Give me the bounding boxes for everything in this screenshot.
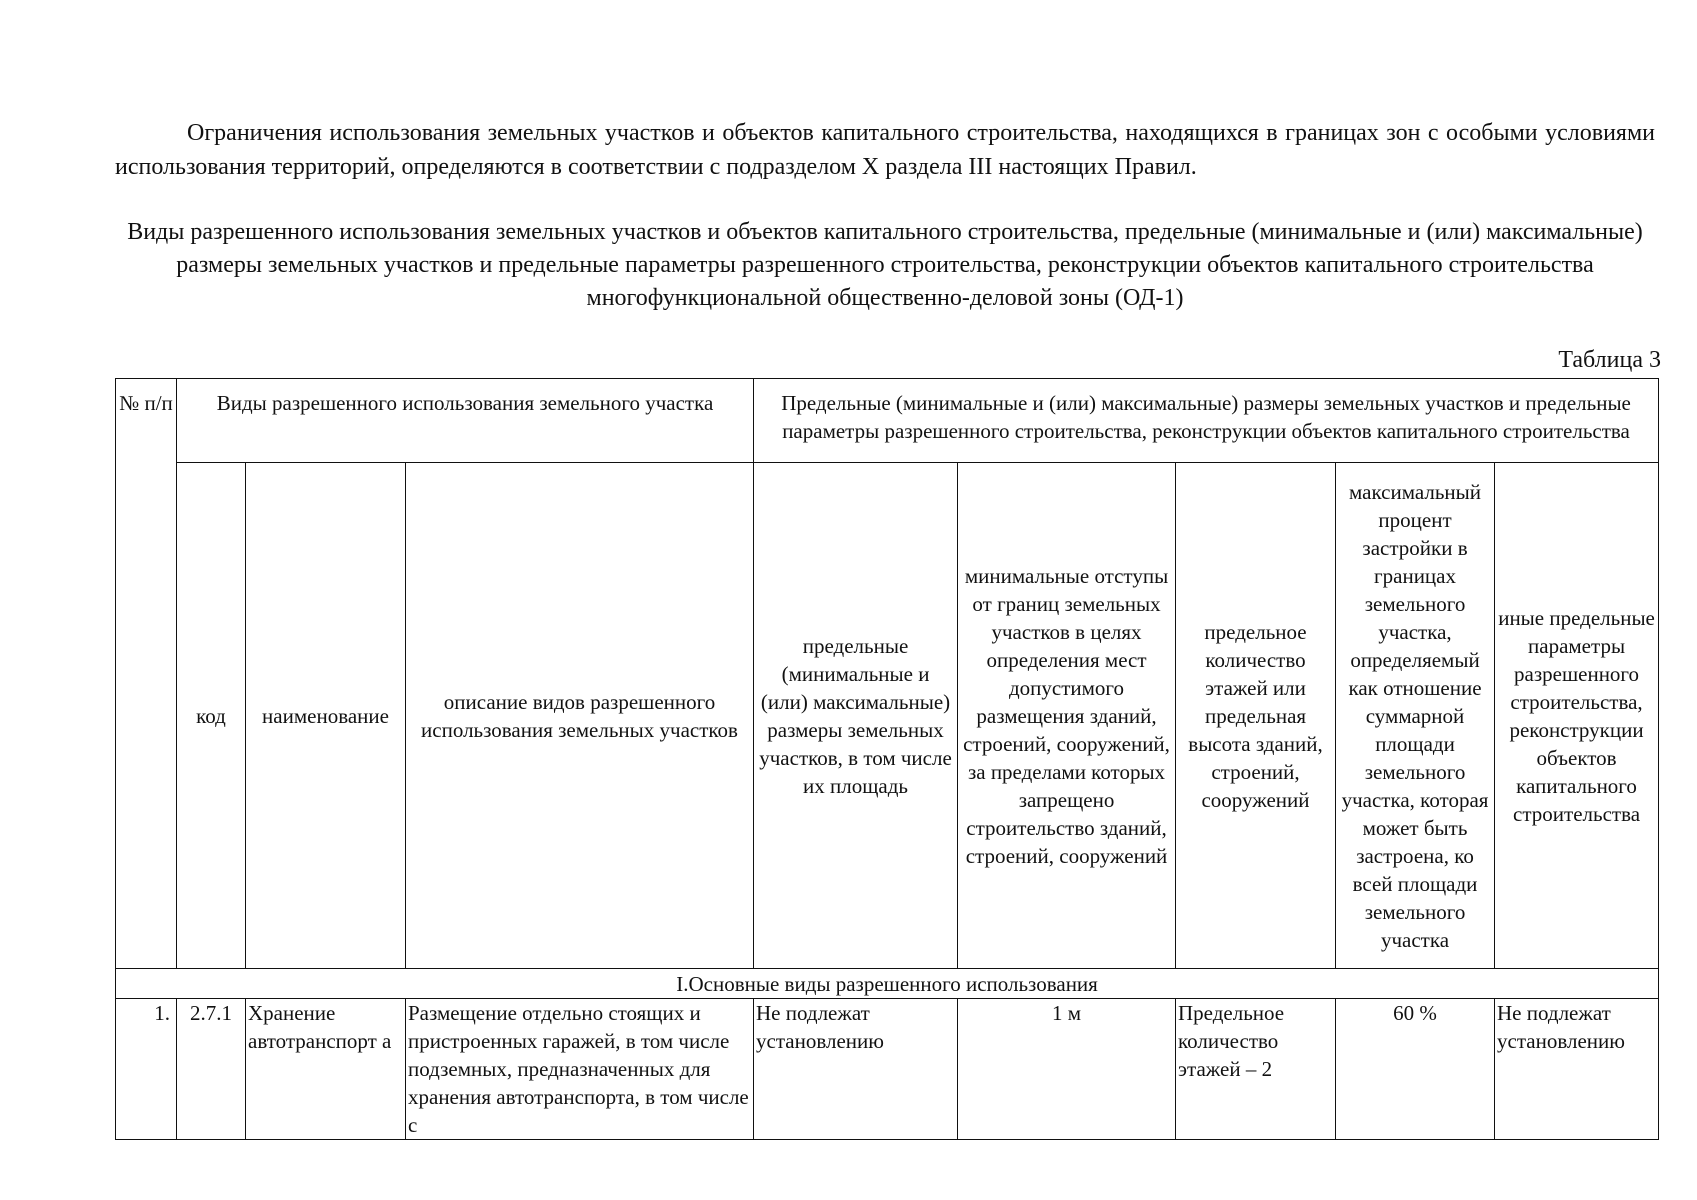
header-plot-size: предельные (минимальные и (или) максимальные) размеры земельных участков, в том числе их площадь (754, 463, 958, 969)
header-group-use: Виды разрешенного использования земельного участка (177, 379, 754, 463)
header-description: описание видов разрешенного использования земельных участков (406, 463, 754, 969)
header-other: иные предельные параметры разрешенного строительства, реконструкции объектов капитального строительства (1495, 463, 1659, 969)
cell-code: 2.7.1 (177, 999, 246, 1140)
header-num: № п/п (116, 379, 177, 969)
cell-num: 1. (116, 999, 177, 1140)
table-heading: Виды разрешенного использования земельных участков и объектов капитального строительства, предельные (минимальные и (или) максимальные) размеры земельных участков и предельные параметры разрешенного строительства, реконструкции объектов капитального строительства многофункциональной общественно-деловой зоны (ОД-1) (127, 219, 1643, 311)
header-group-params: Предельные (минимальные и (или) максимальные) размеры земельных участков и предельные параметры разрешенного строительства, реконструкции объектов капитального строительства (754, 379, 1659, 463)
intro-paragraph: Ограничения использования земельных участков и объектов капитального строительства, находящихся в границах зон с особыми условиями использования территорий, определяются в соответствии с подразделом X раздела III настоящих Правил. (115, 120, 1655, 180)
header-coverage: максимальный процент застройки в границах земельного участка, определяемый как отношение суммарной площади земельного участка, которая может быть застроена, ко всей площади земельного участка (1336, 463, 1495, 969)
header-name: наименование (246, 463, 406, 969)
cell-name: Хранение автотранспорт а (246, 999, 406, 1140)
cell-other: Не подлежат установлению (1495, 999, 1659, 1140)
zoning-table (115, 378, 1659, 1140)
header-code: код (177, 463, 246, 969)
header-floors: предельное количество этажей или предельная высота зданий, строений, сооружений (1176, 463, 1336, 969)
table-row (116, 999, 1659, 1140)
cell-description: Размещение отдельно стоящих и пристроенных гаражей, в том числе подземных, предназначенных для хранения автотранспорта, в том числе с (406, 999, 754, 1140)
cell-floors: Предельное количество этажей – 2 (1176, 999, 1336, 1140)
section-title: I.Основные виды разрешенного использования (116, 969, 1659, 999)
header-setbacks: минимальные отступы от границ земельных участков в целях определения мест допустимого размещения зданий, строений, сооружений, за пределами которых запрещено строительство зданий, строений, сооружений (958, 463, 1176, 969)
cell-plot-size: Не подлежат установлению (754, 999, 958, 1140)
cell-setbacks: 1 м (958, 999, 1176, 1140)
cell-coverage: 60 % (1336, 999, 1495, 1140)
table-label: Таблица 3 (1558, 347, 1661, 373)
